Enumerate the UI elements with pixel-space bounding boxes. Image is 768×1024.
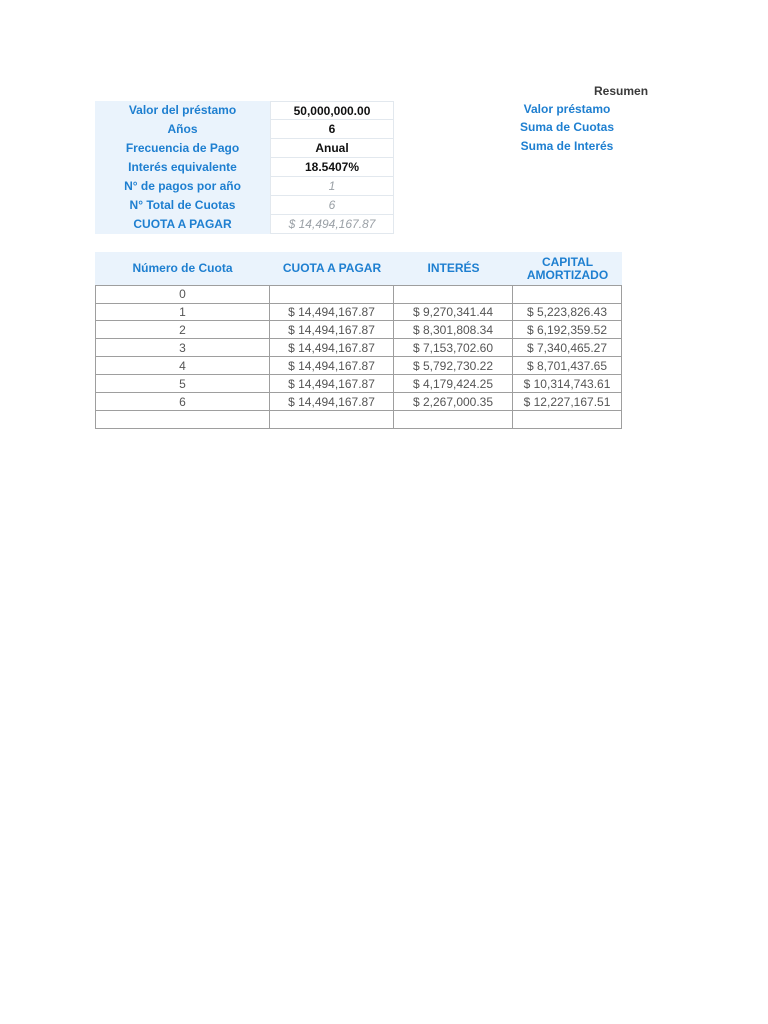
table-cell-amortized-capital[interactable]: $ 12,227,167.51 bbox=[513, 393, 622, 411]
table-cell-interest[interactable]: $ 5,792,730.22 bbox=[394, 357, 513, 375]
table-cell-amortized-capital[interactable]: $ 6,192,359.52 bbox=[513, 321, 622, 339]
summary-label-installments: Suma de Cuotas bbox=[519, 120, 615, 134]
table-cell-installment-amount[interactable]: $ 14,494,167.87 bbox=[270, 393, 394, 411]
table-cell-interest[interactable]: $ 2,267,000.35 bbox=[394, 393, 513, 411]
table-cell-installment-number[interactable]: 1 bbox=[95, 303, 270, 321]
summary-label-loan: Valor préstamo bbox=[523, 102, 611, 116]
table-cell-interest[interactable] bbox=[394, 411, 513, 429]
table-cell-installment-number[interactable]: 0 bbox=[95, 285, 270, 304]
table-cell-interest[interactable] bbox=[394, 285, 513, 304]
table-cell-interest[interactable]: $ 7,153,702.60 bbox=[394, 339, 513, 357]
table-cell-installment-number[interactable]: 3 bbox=[95, 339, 270, 357]
table-cell-installment-amount[interactable]: $ 14,494,167.87 bbox=[270, 357, 394, 375]
param-label-payment-frequency: Frecuencia de Pago bbox=[125, 141, 240, 155]
summary-label-interest: Suma de Interés bbox=[520, 139, 614, 153]
table-cell-installment-number[interactable]: 2 bbox=[95, 321, 270, 339]
param-value-equivalent-interest[interactable]: 18.5407% bbox=[270, 158, 394, 177]
table-header-installment-number: Número de Cuota bbox=[132, 261, 233, 275]
param-value-total-installments: 6 bbox=[270, 196, 394, 215]
table-cell-interest[interactable]: $ 8,301,808.34 bbox=[394, 321, 513, 339]
table-cell-amortized-capital[interactable]: $ 7,340,465.27 bbox=[513, 339, 622, 357]
table-cell-installment-number[interactable]: 5 bbox=[95, 375, 270, 393]
table-cell-amortized-capital[interactable]: $ 5,223,826.43 bbox=[513, 303, 622, 321]
table-header-installment-amount: CUOTA A PAGAR bbox=[282, 261, 382, 275]
table-cell-interest[interactable]: $ 9,270,341.44 bbox=[394, 303, 513, 321]
param-label-installment-amount: CUOTA A PAGAR bbox=[133, 217, 232, 231]
param-value-installment-amount: $ 14,494,167.87 bbox=[270, 215, 394, 234]
table-cell-amortized-capital[interactable]: $ 10,314,743.61 bbox=[513, 375, 622, 393]
table-header-amortized-capital: CAPITAL AMORTIZADO bbox=[526, 254, 609, 282]
table-cell-installment-amount[interactable]: $ 14,494,167.87 bbox=[270, 375, 394, 393]
table-cell-installment-amount[interactable] bbox=[270, 285, 394, 304]
param-value-years[interactable]: 6 bbox=[270, 120, 394, 139]
table-cell-installment-amount[interactable] bbox=[270, 411, 394, 429]
summary-title: Resumen bbox=[594, 84, 649, 98]
param-label-loan-value: Valor del préstamo bbox=[128, 103, 237, 117]
param-value-payment-frequency[interactable]: Anual bbox=[270, 139, 394, 158]
table-cell-amortized-capital[interactable] bbox=[513, 285, 622, 304]
param-value-loan-value[interactable]: 50,000,000.00 bbox=[270, 101, 394, 120]
table-cell-amortized-capital[interactable]: $ 8,701,437.65 bbox=[513, 357, 622, 375]
table-cell-amortized-capital[interactable] bbox=[513, 411, 622, 429]
table-header-interest: INTERÉS bbox=[427, 261, 480, 275]
param-label-years: Años bbox=[167, 122, 198, 136]
table-cell-installment-amount[interactable]: $ 14,494,167.87 bbox=[270, 321, 394, 339]
table-cell-installment-number[interactable] bbox=[95, 411, 270, 429]
table-cell-installment-number[interactable]: 4 bbox=[95, 357, 270, 375]
table-cell-installment-amount[interactable]: $ 14,494,167.87 bbox=[270, 303, 394, 321]
param-label-total-installments: N° Total de Cuotas bbox=[129, 198, 236, 212]
param-label-payments-per-year: N° de pagos por año bbox=[124, 179, 241, 193]
param-label-equivalent-interest: Interés equivalente bbox=[128, 160, 237, 174]
table-cell-interest[interactable]: $ 4,179,424.25 bbox=[394, 375, 513, 393]
param-value-payments-per-year: 1 bbox=[270, 177, 394, 196]
table-cell-installment-number[interactable]: 6 bbox=[95, 393, 270, 411]
amortization-table bbox=[95, 285, 622, 433]
table-cell-installment-amount[interactable]: $ 14,494,167.87 bbox=[270, 339, 394, 357]
